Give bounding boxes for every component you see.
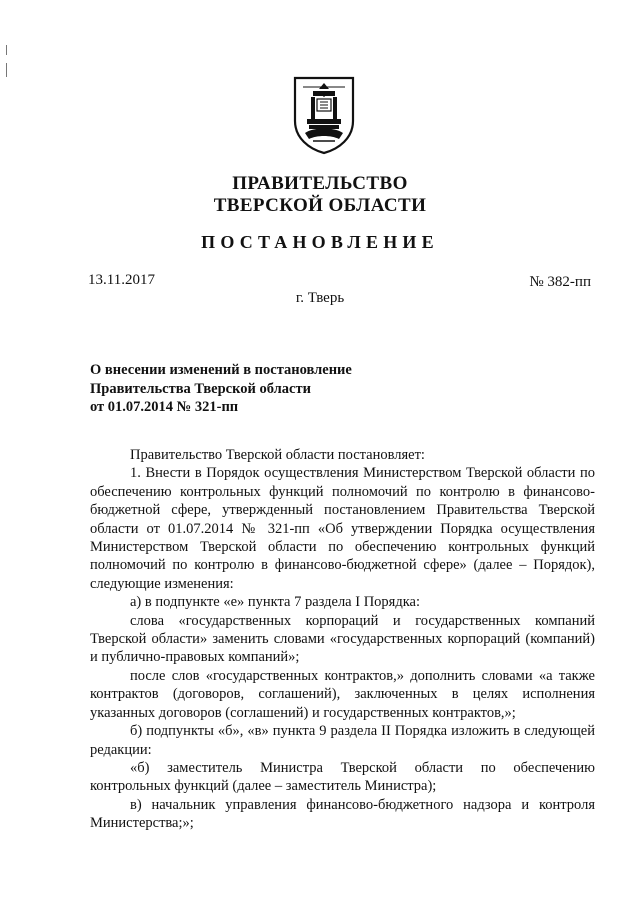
body-paragraph: Правительство Тверской области постановляет:: [130, 447, 425, 463]
body-paragraph: слова «государственных корпораций и государственных компаний Тверской области» заменить словами «государственных корпораций (компаний) и публично-правовых компаний»;: [90, 612, 595, 666]
document-date: 13.11.2017: [88, 272, 155, 288]
body-paragraph: 1. Внести в Порядок осуществления Министерством Тверской области по обеспечению контрольных функций полномочий по контролю в финансово-бюджетной сфере, утвержденный постановлением Правительства Тверской области от 01.07.2014 № 321-пп «Об утверждении Порядка осуществления Министерством Тверской области по обеспечению контрольных функций полномочий по контролю в финансово-бюджетной сфере» (далее – Порядок), следующие изменения:: [90, 465, 595, 592]
document-city: г. Тверь: [295, 290, 345, 306]
scan-margin-mark: [6, 45, 7, 55]
body-paragraph: б) подпункты «б», «в» пункта 9 раздела II Порядка изложить в следующей редакции:: [90, 723, 595, 758]
body-paragraph: «б) заместитель Министра Тверской области по обеспечению контрольных функций (далее – заместитель Министра);: [90, 759, 595, 795]
body-paragraph: а) в подпункте «е» пункта 7 раздела I Порядка:: [130, 594, 421, 611]
subject-line: Правительства Тверской области: [90, 380, 311, 397]
document-subject: [90, 361, 352, 417]
document-type: ПОСТАНОВЛЕНИЕ: [201, 232, 439, 252]
subject-line: О внесении изменений в постановление: [90, 362, 352, 378]
body-paragraph: в) начальник управления финансово-бюджетного надзора и контроля Министерства;»;: [90, 796, 595, 832]
document-body: [90, 446, 595, 833]
tver-coat-of-arms-icon: [291, 75, 357, 155]
government-title: ПРАВИТЕЛЬСТВО: [232, 173, 408, 194]
document-number: № 382-пп: [529, 274, 591, 290]
government-region: ТВЕРСКОЙ ОБЛАСТИ: [213, 195, 427, 216]
subject-line: от 01.07.2014 № 321-пп: [90, 399, 239, 415]
body-paragraph: после слов «государственных контрактов,» дополнить словами «а также контрактов (договоров, соглашений), заключенных в целях исполнения указанных договоров (соглашений) и государственных контрактов,»;: [90, 667, 595, 721]
scan-margin-mark: [6, 63, 7, 77]
